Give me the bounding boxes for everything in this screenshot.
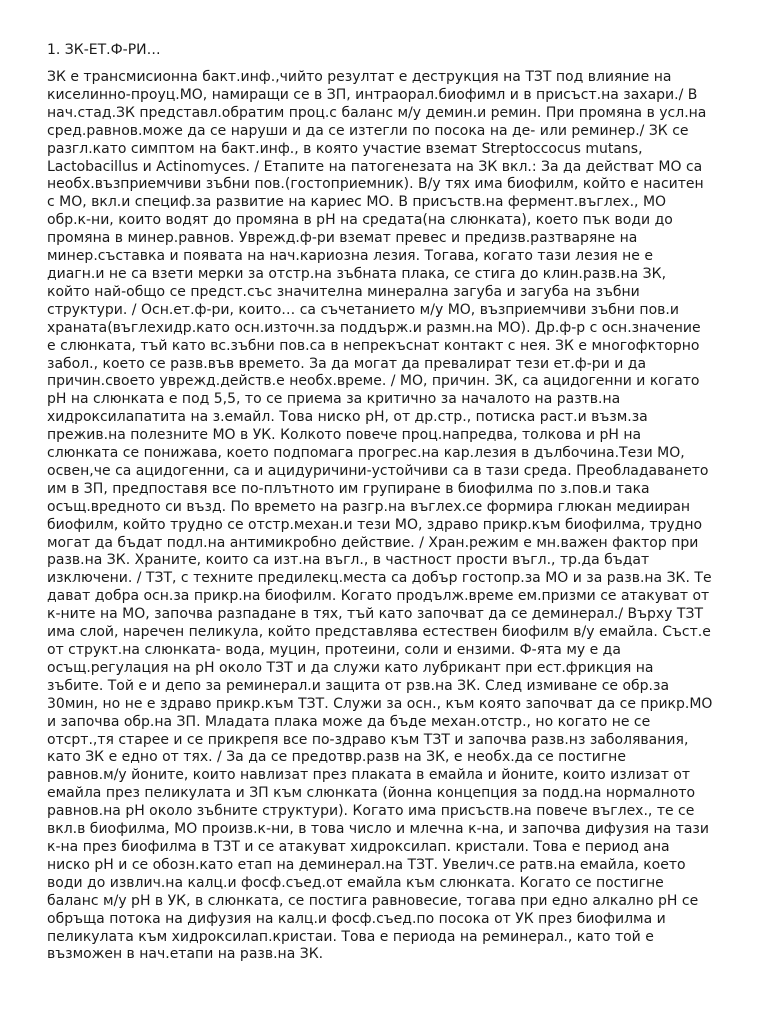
body-text-line: ЗК е трансмисионна бакт.инф.,чийто резултат е деструкция на ТЗТ под влияние на: [47, 69, 672, 85]
body-text-line: като ЗК е едно от тях. / За да се предотвр.разв на ЗК, е необх.да се постигне: [47, 749, 626, 766]
body-text-line: емайла през пеликулата и ЗП към слюнката (йонна концепция за подд.на нормалното: [47, 785, 696, 802]
body-text-line: пеликулата към хидроксилап.кристаи. Това е периода на реминерал., като той е: [47, 928, 654, 945]
body-text-line: равнов.м/у йоните, които навлизат през плаката в емайла и йоните, които излизат от: [47, 767, 691, 784]
body-text-line: разв.на ЗК. Храните, които са изт.на въгл., в частност прости въгл., тр.да бъдат: [47, 552, 650, 569]
body-text-line: възможен в нач.етапи на разв.на ЗК.: [47, 946, 324, 963]
body-text-line: има слой, наречен пеликула, който представлява естествен биофилм в/у емайла. Съст.е: [47, 624, 711, 641]
body-text-line: и започва обр.на ЗП. Младата плака може да бъде механ.отстр., но когато не се: [47, 713, 651, 730]
body-text-line: отсрт.,тя старее и се прикрепя все по-здраво към ТЗТ и започва разв.нз заболявания,: [47, 731, 689, 748]
body-text-line: равнов.на pH около зъбните структури). Когато има присъств.на повече въглех., те се: [47, 803, 695, 820]
body-text-line: води до извлич.на калц.и фосф.съед.от емайла към слюнката. Когато се постигне: [47, 874, 664, 891]
body-text-line: храната(въглехидр.като осн.източн.за поддърж.и размн.на МО). Др.ф-р с осн.значение: [47, 319, 701, 336]
body-text-line: к-на през биофилма в ТЗТ и се атакуват хидроксилап. кристали. Това е период ана: [47, 838, 670, 855]
body-text-line: диагн.и не са взети мерки за отстр.на зъбната плака, се стига до клин.разв.на ЗК,: [47, 265, 667, 282]
body-text-line: причин.своето уврежд.действ.е необх.време. / МО, причин. ЗК, са ацидогенни и когато: [47, 373, 700, 390]
body-text-line: Lactobacillus и Actinomyces. / Етапите на патогенезата на ЗК вкл.: За да действат МО са: [47, 158, 703, 175]
body-text-line: вкл.в биофилма, МО произв.к-ни, в това число и млечна к-на, и започва дифузия на тази: [47, 821, 709, 838]
body-text-line: ниско pH и се обозн.като етап на деминерал.на ТЗТ. Увелич.се ратв.на емайла, което: [47, 856, 686, 873]
body-text-line: с МО, вкл.и специф.за развитие на кариес МО. В присъств.на фермент.въглех., МО: [47, 194, 667, 211]
body-text-line: обръща потока на дифузия на калц.и фосф.съед.по посока от УК през биофилма и: [47, 910, 666, 927]
body-text-line: зъбите. Той е и депо за реминерал.и защита от рзв.на ЗК. След измиване се обр.за: [47, 677, 670, 694]
body-text-line: промяна в минер.равнов. Уврежд.ф-ри вземат превес и предизв.разтваряне на: [47, 230, 638, 247]
body-text-line: осъщ.вредното си възд. По времето на разгр.на въглех.се формира глюкан медииран: [47, 498, 691, 515]
body-text-line: могат да бъдат подл.на антимикробно действие. / Хран.режим е мн.важен фактор при: [47, 534, 699, 551]
body-text-line: прежив.на полезните МО в УК. Колкото повече проц.напредва, толкова и pH на: [47, 427, 642, 444]
body-text-line: разгл.като симптом на бакт.инф., в която участие вземат Streptoccocus mutans,: [47, 140, 643, 157]
body-text-line: необх.възприемчиви зъбни пов.(гостоприемник). В/у тях има биофилм, който е наситен: [47, 176, 704, 193]
document-heading: 1. ЗК-ЕТ.Ф-РИ…: [47, 42, 161, 58]
body-text-line: сред.равнов.може да се наруши и да се изтегли по посока на де- или реминер./ ЗК се: [47, 122, 689, 139]
body-text-line: хидроксилапатита на з.емайл. Това ниско pH, от др.стр., потиска раст.и възм.за: [47, 409, 648, 426]
body-text-line: обр.к-ни, които водят до промяна в pH на средата(на слюнката), което пък води до: [47, 212, 673, 229]
body-text-line: киселинно-проуц.МО, намиращи се в ЗП, интраорал.биофимл и в присъст.на захари./ В: [47, 86, 698, 103]
body-text-line: структури. / Осн.ет.ф-ри, които… са съчетанието м/у МО, възприемчиви зъбни пов.и: [47, 301, 679, 318]
document-body: [47, 69, 737, 964]
body-text-line: биофилм, който трудно се отстр.механ.и тези МО, здраво прикр.към биофилма, трудно: [47, 516, 703, 533]
body-text-line: изключени. / ТЗТ, с техните предилекц.места са добър гостопр.за МО и за разв.на ЗК. Те: [47, 570, 712, 587]
body-text-line: минер.съставка и появата на нач.кариозна лезия. Тогава, когато тази лезия не е: [47, 248, 653, 265]
body-text-line: дават добра осн.за прикр.на биофилм. Когато продълж.време ем.призми се атакуват от: [47, 588, 710, 605]
body-text-line: к-ните на МО, започва разпадане в тях, тъй като започват да се деминерал./ Върху ТЗТ: [47, 606, 703, 623]
body-text-line: баланс м/у pH в УК, в слюнката, се постига равновесие, тогава при едно алкално pH се: [47, 892, 699, 909]
body-text-line: който най-общо се предст.със значителна минерална загуба и загуба на зъбни: [47, 283, 640, 300]
body-text-line: забол., което се разв.във времето. За да могат да превалират тези ет.ф-ри и да: [47, 355, 647, 372]
body-text-line: им в ЗП, предпоставя все по-плътното им групиране в биофилма по з.пов.и така: [47, 480, 650, 497]
body-text-line: слюнката се понижава, което подпомага прогрес.на кар.лезия в дълбочина.Тези МО,: [47, 445, 685, 462]
body-text-line: pH на слюнката е под 5,5, то се приема за критично за началото на разтв.на: [47, 391, 621, 408]
body-text-line: 30мин, но не е здраво прикр.към ТЗТ. Служи за осн., към която започват да се прикр.МО: [47, 695, 713, 712]
body-text-line: нач.стад.ЗК представл.обратим проц.с баланс м/у демин.и ремин. При промяна в усл.на: [47, 104, 707, 121]
body-text-line: от структ.на слюнката- вода, муцин, протеини, соли и ензими. Ф-ята му е да: [47, 642, 621, 658]
body-text-line: осъщ.регулация на pH около ТЗТ и да служи като лубрикант при ест.фрикция на: [47, 659, 654, 676]
body-text-line: е слюнката, тъй като вс.зъбни пов.са в непрекъснат контакт с нея. ЗК е многофкторно: [47, 337, 700, 354]
body-text-line: освен,че са ацидогенни, са и ацидуричини-устойчиви са в тази среда. Преобладаването: [47, 462, 709, 479]
